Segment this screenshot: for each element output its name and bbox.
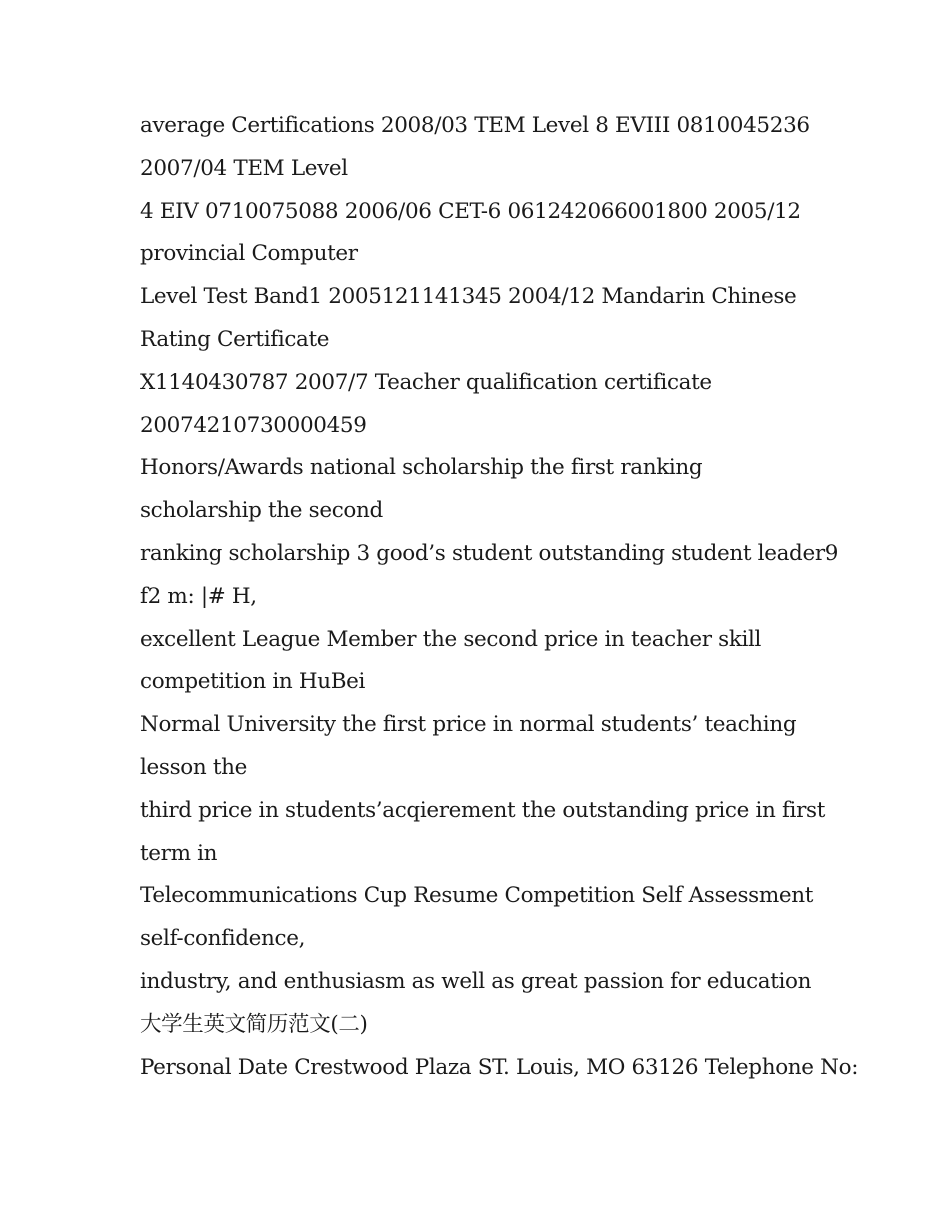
text-line: Personal Date Crestwood Plaza ST. Louis, MO 63126 Telephone No: — [140, 1054, 859, 1080]
text-line: X1140430787 2007/7 Teacher qualification certificate — [140, 369, 712, 395]
text-line: average Certifications 2008/03 TEM Level 8 EVIII 0810045236 — [140, 113, 810, 138]
text-line: Normal University the first price in normal students’ teaching — [140, 712, 797, 738]
section-heading: 大学生英文简历范文(二) — [140, 1011, 368, 1037]
text-line: 20074210730000459 — [140, 412, 367, 438]
text-line: f2 m: |# H, — [140, 583, 257, 609]
text-line: self-confidence, — [140, 926, 306, 952]
text-line: third price in students’acqierement the outstanding price in first — [140, 797, 825, 823]
text-line: term in — [140, 840, 218, 866]
text-line: Honors/Awards national scholarship the first ranking — [140, 455, 703, 481]
document-body — [140, 105, 859, 1089]
text-line: 2007/04 TEM Level — [140, 155, 348, 181]
text-line: Telecommunications Cup Resume Competition Self Assessment — [140, 883, 814, 909]
text-line: Level Test Band1 2005121141345 2004/12 Mandarin Chinese — [140, 284, 797, 310]
text-line: 4 EIV 0710075088 2006/06 CET-6 061242066001800 2005/12 — [140, 198, 801, 224]
text-line: scholarship the second — [140, 498, 383, 524]
text-line: industry, and enthusiasm as well as great passion for education — [140, 968, 812, 994]
text-line: provincial Computer — [140, 241, 358, 267]
text-line: excellent League Member the second price in teacher skill — [140, 626, 762, 652]
text-line: lesson the — [140, 754, 248, 780]
text-line: Rating Certificate — [140, 326, 330, 352]
text-line: ranking scholarship 3 good’s student outstanding student leader9 — [140, 540, 839, 566]
text-line: competition in HuBei — [140, 669, 366, 695]
